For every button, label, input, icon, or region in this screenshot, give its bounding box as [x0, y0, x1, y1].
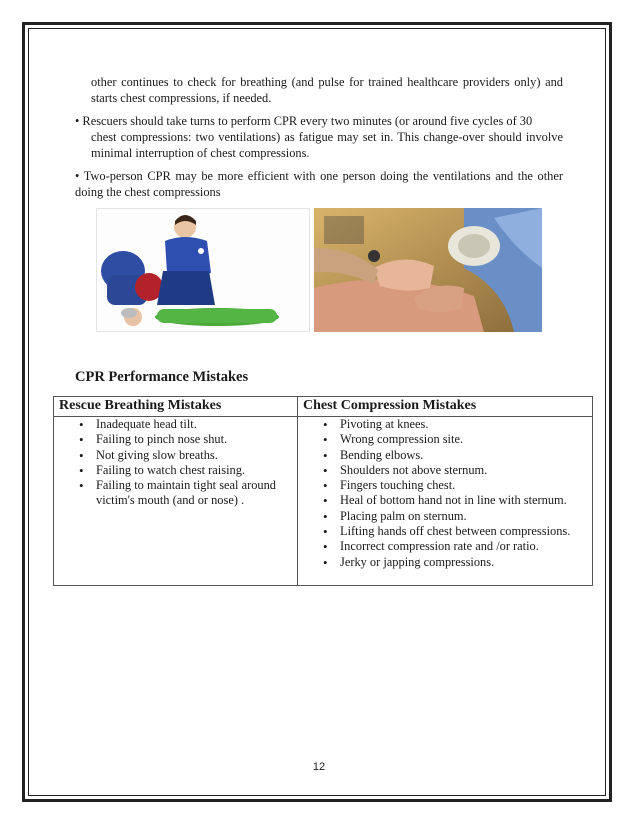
table-row	[54, 417, 593, 586]
chest-compression-cell	[298, 417, 593, 586]
rescuers-line-rest: chest compressions: two ventilations) as fatigue may set in. This change-over should involve minimal interruption of chest compressions.	[91, 130, 563, 160]
list-item: • Pivoting at knees.	[298, 417, 592, 432]
list-item: • Wrong compression site.	[298, 432, 592, 447]
chest-compression-list	[298, 417, 592, 570]
list-item: • Heal of bottom hand not in line with sternum.	[298, 493, 592, 508]
list-item: • Failing to pinch nose shut.	[54, 432, 297, 447]
two-person-cpr-paragraph: • Two-person CPR may be more efficient with one person doing the ventilations and the other doing the chest compressions	[75, 169, 563, 199]
list-item: • Fingers touching chest.	[298, 478, 592, 493]
rescue-breathing-header: Rescue Breathing Mistakes	[54, 397, 298, 417]
list-item: • Bending elbows.	[298, 448, 592, 463]
list-item: • Lifting hands off chest between compressions.	[298, 524, 592, 539]
chest-compression-header: Chest Compression Mistakes	[298, 397, 593, 417]
cpr-photo	[314, 208, 542, 332]
section-heading: CPR Performance Mistakes	[75, 369, 249, 385]
list-item: • Shoulders not above sternum.	[298, 463, 592, 478]
list-item: • Failing to watch chest raising.	[54, 463, 297, 478]
rescuers-line-1: • Rescuers should take turns to perform CPR every two minutes (or around five cycles of 30	[75, 114, 533, 128]
rescue-breathing-list	[54, 417, 297, 509]
list-item: • Inadequate head tilt.	[54, 417, 297, 432]
rescue-breathing-cell	[54, 417, 298, 586]
cpr-illustration	[96, 208, 310, 332]
continuation-paragraph: other continues to check for breathing (and pulse for trained healthcare providers only) and starts chest compressions, if needed.	[91, 75, 563, 105]
list-item: • Jerky or japping compressions.	[298, 555, 592, 570]
list-item: • Failing to maintain tight seal around victim's mouth (and or nose) .	[54, 478, 297, 509]
cpr-mistakes-table	[53, 396, 593, 586]
list-item: • Not giving slow breaths.	[54, 448, 297, 463]
rescuers-turns-paragraph	[75, 113, 563, 161]
list-item: • Incorrect compression rate and /or ratio.	[298, 539, 592, 554]
list-item: • Placing palm on sternum.	[298, 509, 592, 524]
page-number: 12	[312, 761, 326, 773]
table-header-row	[54, 397, 593, 417]
